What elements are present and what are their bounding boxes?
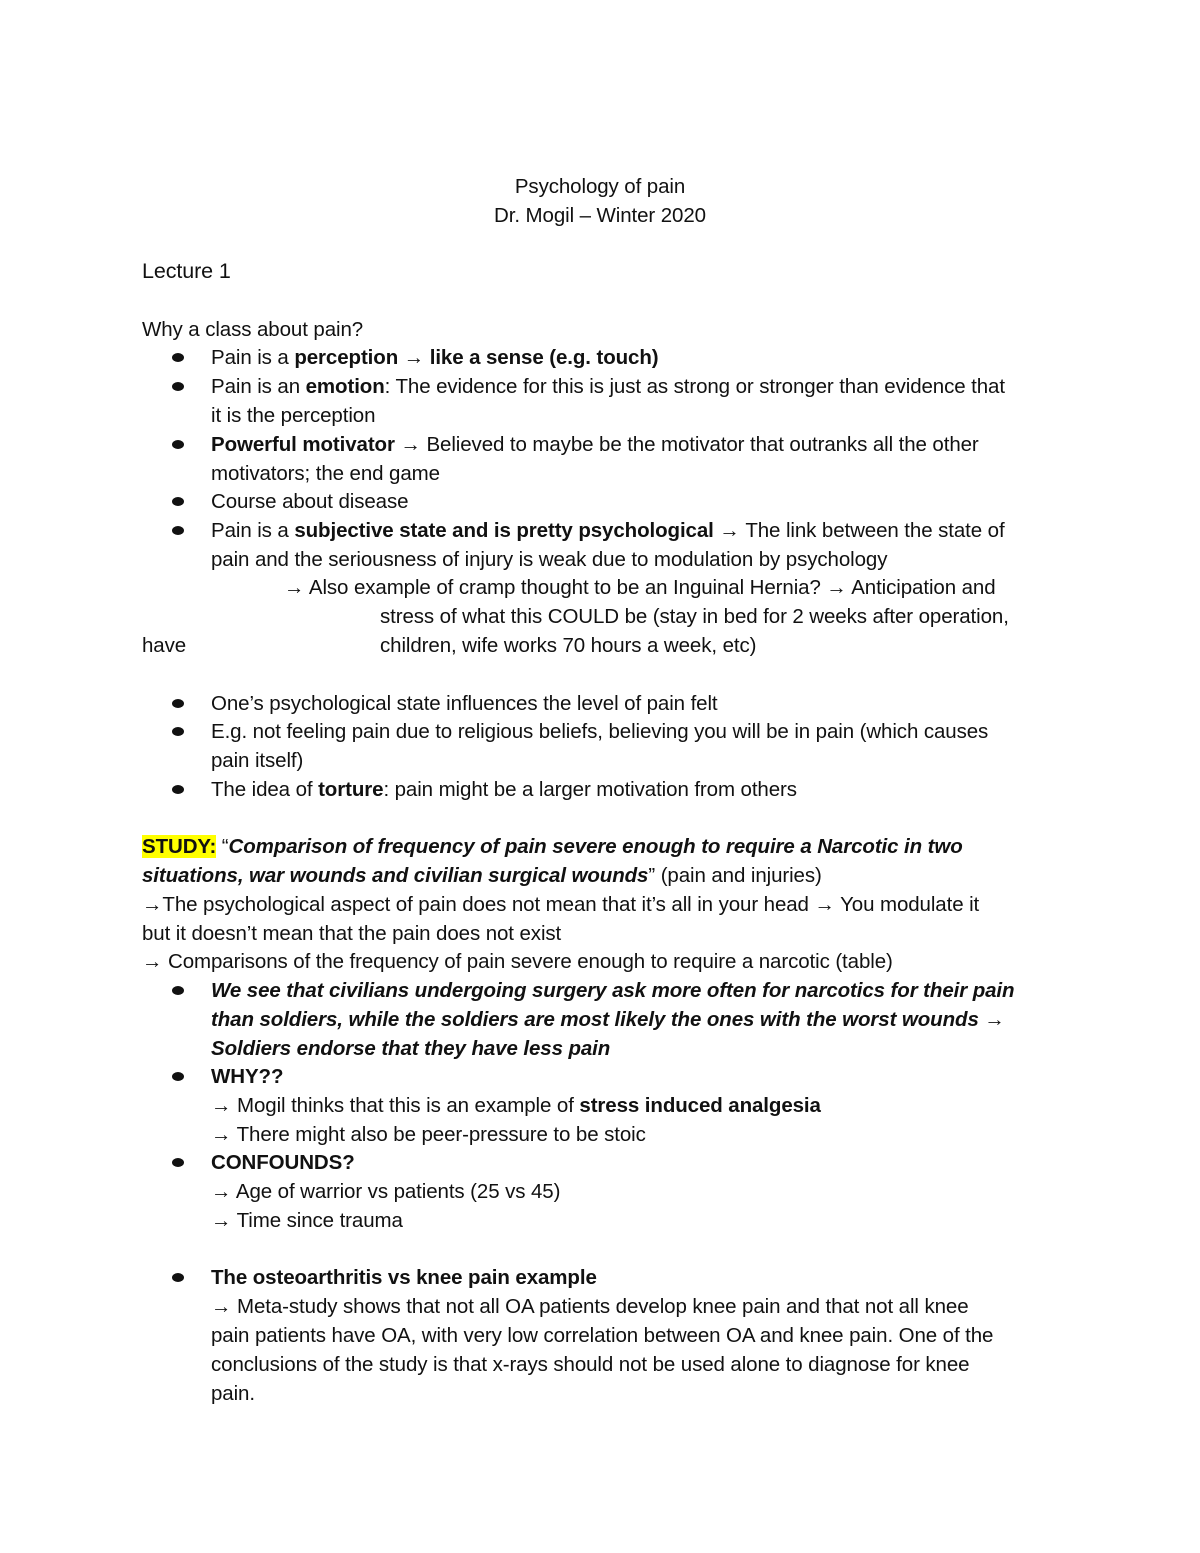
bullet-perception: Pain is a perception → like a sense (e.g. touch)	[211, 346, 659, 369]
bullet-icon	[172, 382, 184, 391]
bullet-icon	[172, 440, 184, 449]
bullet-religious-cont: pain itself)	[211, 749, 304, 772]
confounds-heading: CONFOUNDS?	[211, 1151, 355, 1174]
document-subtitle: Dr. Mogil – Winter 2020	[494, 204, 706, 227]
arrow-icon: →	[211, 1094, 232, 1117]
oa-text-2: pain patients have OA, with very low correlation between OA and knee pain. One of the	[211, 1324, 994, 1347]
arrow-icon: →	[826, 576, 847, 599]
bullet-emotion: Pain is an emotion: The evidence for this is just as strong or stronger than evidence that	[211, 375, 1005, 398]
oa-text-4: pain.	[211, 1382, 255, 1405]
study-label: STUDY:	[142, 835, 217, 858]
bullet-icon	[172, 1072, 184, 1081]
bullet-icon	[172, 785, 184, 794]
confounds-point-1: → Age of warrior vs patients (25 vs 45)	[211, 1180, 561, 1203]
bullet-icon	[172, 699, 184, 708]
oa-text-3: conclusions of the study is that x-rays should not be used alone to diagnose for knee	[211, 1353, 970, 1376]
study-finding-cont: than soldiers, while the soldiers are most likely the ones with the worst wounds →	[211, 1008, 1005, 1031]
study-point-table: → Comparisons of the frequency of pain severe enough to require a narcotic (table)	[142, 950, 893, 973]
arrow-icon: →	[814, 893, 835, 916]
bullet-motivator-cont: motivators; the end game	[211, 462, 440, 485]
bullet-emotion-cont: it is the perception	[211, 404, 376, 427]
bullet-icon	[172, 1158, 184, 1167]
why-heading: WHY??	[211, 1065, 284, 1088]
confounds-point-2: → Time since trauma	[211, 1209, 403, 1232]
bullet-subjective-cont: pain and the seriousness of injury is weak due to modulation by psychology	[211, 548, 888, 571]
arrow-icon: →	[211, 1295, 232, 1318]
bullet-icon	[172, 353, 184, 362]
bullet-motivator: Powerful motivator → Believed to maybe be the motivator that outranks all the other	[211, 433, 979, 456]
study-point-head-cont: but it doesn’t mean that the pain does not exist	[142, 922, 562, 945]
arrow-icon: →	[713, 519, 746, 542]
why-point-2: → There might also be peer-pressure to be stoic	[211, 1123, 646, 1146]
lecture-heading: Lecture 1	[142, 259, 231, 283]
arrow-icon: →	[403, 346, 425, 369]
bullet-icon	[172, 1273, 184, 1282]
arrow-icon: →	[284, 576, 305, 599]
bullet-subjective: Pain is a subjective state and is pretty psychological → The link between the state of	[211, 519, 1005, 542]
arrow-icon: →	[142, 893, 163, 916]
study-finding: We see that civilians undergoing surgery ask more often for narcotics for their pain	[211, 979, 1015, 1002]
bullet-disease: Course about disease	[211, 490, 409, 513]
study-title: STUDY: “Comparison of frequency of pain severe enough to require a Narcotic in two	[142, 835, 963, 858]
why-point-1: → Mogil thinks that this is an example of stress induced analgesia	[211, 1094, 821, 1117]
arrow-icon: →	[984, 1008, 1005, 1031]
oa-text-1: → Meta-study shows that not all OA patients develop knee pain and that not all knee	[211, 1295, 969, 1318]
bullet-icon	[172, 526, 184, 535]
cramp-note-cont: stress of what this COULD be (stay in bed for 2 weeks after operation,	[380, 605, 1009, 628]
arrow-icon: →	[211, 1180, 232, 1203]
cramp-note-cont2: children, wife works 70 hours a week, etc)	[380, 634, 757, 657]
bullet-psych-state: One’s psychological state influences the level of pain felt	[211, 692, 718, 715]
arrow-icon: →	[211, 1123, 232, 1146]
bullet-icon	[172, 727, 184, 736]
arrow-icon: →	[142, 950, 163, 973]
bullet-religious: E.g. not feeling pain due to religious beliefs, believing you will be in pain (which causes	[211, 720, 989, 743]
oa-heading: The osteoarthritis vs knee pain example	[211, 1266, 597, 1289]
intro-question: Why a class about pain?	[142, 318, 364, 341]
cramp-note: → Also example of cramp thought to be an Inguinal Hernia? → Anticipation and	[284, 576, 996, 599]
arrow-icon: →	[394, 433, 427, 456]
cramp-note-have: have	[142, 634, 187, 657]
bullet-torture: The idea of torture: pain might be a larger motivation from others	[211, 778, 797, 801]
study-finding-cont2: Soldiers endorse that they have less pain	[211, 1037, 611, 1060]
study-title-cont: situations, war wounds and civilian surgical wounds” (pain and injuries)	[142, 864, 822, 887]
document-title: Psychology of pain	[514, 175, 686, 198]
bullet-icon	[172, 986, 184, 995]
bullet-icon	[172, 497, 184, 506]
study-point-head: →The psychological aspect of pain does not mean that it’s all in your head → You modulate it	[142, 893, 980, 916]
arrow-icon: →	[211, 1209, 232, 1232]
